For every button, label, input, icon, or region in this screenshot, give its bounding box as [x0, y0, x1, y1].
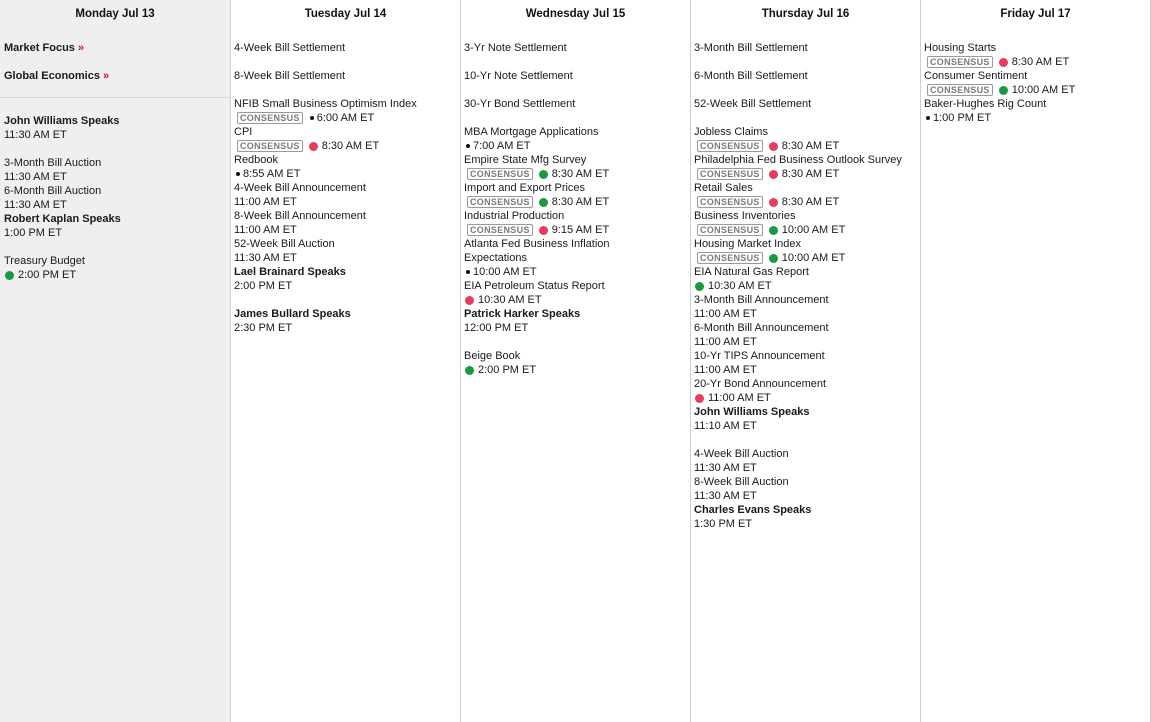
event-time: 11:00 AM ET: [234, 224, 297, 236]
event-item[interactable]: [234, 265, 460, 307]
event-title[interactable]: 4-Week Bill Auction: [694, 448, 789, 460]
event-time-row: [694, 223, 920, 237]
link-global-economics[interactable]: [4, 69, 230, 97]
event-item[interactable]: [234, 209, 460, 237]
medium-impact-dot-icon: [769, 254, 778, 263]
event-time: 11:00 AM ET: [694, 308, 757, 320]
event-title[interactable]: MBA Mortgage Applications: [464, 126, 599, 138]
event-item[interactable]: [464, 69, 690, 97]
event-title[interactable]: 3-Month Bill Settlement: [694, 42, 808, 54]
high-impact-dot-icon: [999, 58, 1008, 67]
consensus-badge[interactable]: CONSENSUS: [927, 84, 993, 96]
event-time-row: [464, 167, 690, 181]
day-header: Thursday Jul 16: [761, 8, 850, 20]
event-title[interactable]: Empire State Mfg Survey: [464, 154, 587, 166]
event-time-row: [694, 167, 920, 181]
event-time-row: [234, 321, 460, 335]
event-item[interactable]: [234, 125, 460, 153]
event-title[interactable]: John Williams Speaks: [4, 115, 120, 127]
event-time-row: [234, 167, 460, 181]
event-title[interactable]: 6-Month Bill Settlement: [694, 70, 808, 82]
link-market-focus[interactable]: [4, 41, 230, 69]
consensus-badge[interactable]: CONSENSUS: [697, 252, 763, 264]
event-time: 2:00 PM ET: [234, 280, 293, 292]
event-time-row: [234, 251, 460, 265]
event-item[interactable]: [694, 503, 920, 531]
event-time-row: [464, 195, 690, 209]
event-item[interactable]: [464, 153, 690, 181]
event-time-row: [4, 268, 230, 282]
event-time: 12:00 PM ET: [464, 322, 529, 334]
event-title[interactable]: Business Inventories: [694, 210, 796, 222]
bullet-dot-icon: [310, 116, 314, 120]
event-title[interactable]: 52-Week Bill Auction: [234, 238, 335, 250]
event-title[interactable]: Lael Brainard Speaks: [234, 266, 346, 278]
consensus-badge[interactable]: CONSENSUS: [467, 168, 533, 180]
event-title[interactable]: 4-Week Bill Announcement: [234, 182, 366, 194]
event-time: 11:30 AM ET: [234, 252, 297, 264]
event-item[interactable]: [234, 97, 460, 125]
event-time-row: [464, 293, 690, 307]
consensus-badge[interactable]: CONSENSUS: [697, 224, 763, 236]
event-title[interactable]: Baker-Hughes Rig Count: [924, 98, 1047, 110]
event-title[interactable]: Patrick Harker Speaks: [464, 308, 581, 320]
event-time: 8:30 AM ET: [781, 196, 840, 208]
day-header: Monday Jul 13: [75, 8, 155, 20]
event-time: 11:00 AM ET: [694, 364, 757, 376]
event-title[interactable]: Atlanta Fed Business Inflation: [464, 238, 610, 250]
consensus-badge[interactable]: CONSENSUS: [237, 112, 303, 124]
event-time-row: [234, 279, 460, 293]
medium-impact-dot-icon: [769, 226, 778, 235]
event-time: 8:30 AM ET: [781, 140, 840, 152]
event-item[interactable]: [694, 181, 920, 209]
consensus-badge[interactable]: CONSENSUS: [467, 224, 533, 236]
event-list: [691, 28, 920, 531]
event-time: 2:00 PM ET: [18, 269, 77, 281]
event-item[interactable]: [694, 125, 920, 153]
event-item[interactable]: [4, 212, 230, 254]
event-time-row: [694, 461, 920, 475]
event-item[interactable]: [694, 293, 920, 321]
event-list: [921, 28, 1150, 125]
event-item[interactable]: [234, 41, 460, 69]
event-title[interactable]: 10-Yr TIPS Announcement: [694, 350, 825, 362]
event-time-row: [694, 335, 920, 349]
event-time-row: [694, 363, 920, 377]
high-impact-dot-icon: [309, 142, 318, 151]
event-item[interactable]: [694, 349, 920, 377]
event-item[interactable]: [4, 184, 230, 212]
monday-links: [0, 28, 230, 98]
medium-impact-dot-icon: [539, 198, 548, 207]
event-time: 8:30 AM ET: [781, 168, 840, 180]
consensus-badge[interactable]: CONSENSUS: [237, 140, 303, 152]
event-item[interactable]: [234, 69, 460, 97]
event-title-cont: Expectations: [464, 252, 527, 264]
event-title[interactable]: Treasury Budget: [4, 255, 85, 267]
bullet-dot-icon: [236, 172, 240, 176]
event-time: 8:30 AM ET: [551, 168, 610, 180]
event-item[interactable]: [464, 181, 690, 209]
event-time: 11:30 AM ET: [4, 171, 67, 183]
event-time-row: [924, 83, 1150, 97]
event-title[interactable]: 8-Week Bill Announcement: [234, 210, 366, 222]
event-time: 1:00 PM ET: [933, 112, 992, 124]
event-item[interactable]: [694, 475, 920, 503]
event-time: 11:30 AM ET: [694, 490, 757, 502]
high-impact-dot-icon: [539, 226, 548, 235]
event-title[interactable]: NFIB Small Business Optimism Index: [234, 98, 417, 110]
event-time-row: [464, 223, 690, 237]
event-title[interactable]: Redbook: [234, 154, 279, 166]
event-title[interactable]: Industrial Production: [464, 210, 565, 222]
day-column: [921, 0, 1151, 722]
consensus-badge[interactable]: CONSENSUS: [697, 140, 763, 152]
event-time-row: [694, 391, 920, 405]
event-time: 11:30 AM ET: [4, 199, 67, 211]
event-title[interactable]: 10-Yr Note Settlement: [464, 70, 573, 82]
event-title[interactable]: Philadelphia Fed Business Outlook Survey: [694, 154, 902, 166]
chevron-right-icon: »: [77, 42, 85, 54]
event-item[interactable]: [694, 41, 920, 69]
event-time: 10:30 AM ET: [478, 294, 542, 306]
event-item[interactable]: [924, 41, 1150, 69]
event-item[interactable]: [694, 377, 920, 405]
event-time: 10:00 AM ET: [473, 266, 537, 278]
event-item[interactable]: [464, 349, 690, 377]
event-time: 2:00 PM ET: [478, 364, 537, 376]
event-time: 11:00 AM ET: [694, 336, 757, 348]
event-item[interactable]: [694, 237, 920, 265]
event-time-row: [464, 265, 690, 279]
event-title[interactable]: 8-Week Bill Auction: [694, 476, 789, 488]
event-title[interactable]: 30-Yr Bond Settlement: [464, 98, 576, 110]
event-title[interactable]: Charles Evans Speaks: [694, 504, 812, 516]
event-time-row: [694, 489, 920, 503]
event-item[interactable]: [234, 307, 460, 335]
high-impact-dot-icon: [695, 394, 704, 403]
event-list: [231, 28, 460, 335]
event-time-row: [234, 111, 460, 125]
event-time-row: [694, 419, 920, 433]
event-time: 1:00 PM ET: [4, 227, 63, 239]
event-item[interactable]: [234, 153, 460, 181]
event-time-row: [234, 195, 460, 209]
event-time: 11:00 AM ET: [234, 196, 297, 208]
link-label: Global Economics: [4, 70, 100, 82]
event-time: 10:30 AM ET: [708, 280, 772, 292]
event-item[interactable]: [694, 209, 920, 237]
high-impact-dot-icon: [769, 198, 778, 207]
event-time: 11:10 AM ET: [694, 420, 757, 432]
day-column: [691, 0, 921, 722]
event-item[interactable]: [464, 209, 690, 237]
event-item[interactable]: [234, 181, 460, 209]
event-title[interactable]: Jobless Claims: [694, 126, 768, 138]
event-title[interactable]: Housing Starts: [924, 42, 997, 54]
event-title[interactable]: 3-Month Bill Auction: [4, 157, 102, 169]
event-time: 11:30 AM ET: [694, 462, 757, 474]
event-item[interactable]: [694, 153, 920, 181]
event-time: 10:00 AM ET: [781, 224, 846, 236]
event-time-row: [464, 139, 690, 153]
event-time-row: [694, 517, 920, 531]
chevron-right-icon: »: [102, 70, 110, 82]
event-time: 11:00 AM ET: [708, 392, 771, 404]
event-time-row: [464, 321, 690, 335]
event-item[interactable]: [694, 405, 920, 447]
event-title[interactable]: 4-Week Bill Settlement: [234, 42, 346, 54]
event-item[interactable]: [464, 97, 690, 125]
event-time-row: [694, 307, 920, 321]
event-item[interactable]: [694, 447, 920, 475]
link-label: Market Focus: [4, 42, 75, 54]
event-time-row: [4, 170, 230, 184]
consensus-badge[interactable]: CONSENSUS: [697, 196, 763, 208]
high-impact-dot-icon: [465, 296, 474, 305]
event-time-row: [924, 111, 1150, 125]
event-title[interactable]: EIA Petroleum Status Report: [464, 280, 605, 292]
event-title[interactable]: 52-Week Bill Settlement: [694, 98, 812, 110]
event-time-row: [694, 139, 920, 153]
bullet-dot-icon: [466, 144, 470, 148]
event-list: [461, 28, 690, 377]
event-item[interactable]: [924, 97, 1150, 125]
event-title[interactable]: Beige Book: [464, 350, 521, 362]
consensus-badge[interactable]: CONSENSUS: [927, 56, 993, 68]
event-list: [0, 98, 230, 282]
event-time-row: [694, 251, 920, 265]
event-time-row: [4, 128, 230, 142]
bullet-dot-icon: [466, 270, 470, 274]
day-column: [0, 0, 231, 722]
day-header: Tuesday Jul 14: [304, 8, 387, 20]
event-time-row: [694, 279, 920, 293]
medium-impact-dot-icon: [5, 271, 14, 280]
event-time: 6:00 AM ET: [316, 112, 375, 124]
day-header: Wednesday Jul 15: [525, 8, 626, 20]
event-time: 2:30 PM ET: [234, 322, 293, 334]
event-title[interactable]: Retail Sales: [694, 182, 753, 194]
event-time: 1:30 PM ET: [694, 518, 753, 530]
event-item[interactable]: [464, 41, 690, 69]
event-item[interactable]: [464, 307, 690, 349]
event-title[interactable]: James Bullard Speaks: [234, 308, 351, 320]
event-title[interactable]: 3-Yr Note Settlement: [464, 42, 567, 54]
event-time-row: [694, 195, 920, 209]
medium-impact-dot-icon: [539, 170, 548, 179]
high-impact-dot-icon: [769, 142, 778, 151]
event-time-row: [4, 198, 230, 212]
event-item[interactable]: [924, 69, 1150, 97]
event-title[interactable]: 8-Week Bill Settlement: [234, 70, 346, 82]
consensus-badge[interactable]: CONSENSUS: [467, 196, 533, 208]
event-item[interactable]: [694, 69, 920, 97]
event-time: 8:30 AM ET: [1011, 56, 1070, 68]
event-item[interactable]: [464, 125, 690, 153]
event-time-row: [4, 226, 230, 240]
event-item[interactable]: [694, 265, 920, 293]
event-title[interactable]: John Williams Speaks: [694, 406, 810, 418]
event-time-row: [924, 55, 1150, 69]
event-title[interactable]: 20-Yr Bond Announcement: [694, 378, 827, 390]
event-time: 8:55 AM ET: [243, 168, 301, 180]
event-title[interactable]: 6-Month Bill Announcement: [694, 322, 829, 334]
event-time: 11:30 AM ET: [4, 129, 67, 141]
day-column: [461, 0, 691, 722]
event-item[interactable]: [4, 156, 230, 184]
event-time-row: [234, 139, 460, 153]
event-title[interactable]: Housing Market Index: [694, 238, 801, 250]
event-time-row: [234, 223, 460, 237]
event-item[interactable]: [4, 114, 230, 156]
event-title[interactable]: Consumer Sentiment: [924, 70, 1028, 82]
high-impact-dot-icon: [769, 170, 778, 179]
consensus-badge[interactable]: CONSENSUS: [697, 168, 763, 180]
medium-impact-dot-icon: [465, 366, 474, 375]
event-time: 9:15 AM ET: [551, 224, 610, 236]
day-column: [231, 0, 461, 722]
bullet-dot-icon: [926, 116, 930, 120]
event-title[interactable]: EIA Natural Gas Report: [694, 266, 809, 278]
day-header: Friday Jul 17: [1000, 8, 1071, 20]
event-time: 7:00 AM ET: [473, 140, 531, 152]
event-time: 8:30 AM ET: [321, 140, 380, 152]
medium-impact-dot-icon: [999, 86, 1008, 95]
event-title[interactable]: 6-Month Bill Auction: [4, 185, 102, 197]
event-item[interactable]: [694, 97, 920, 125]
medium-impact-dot-icon: [695, 282, 704, 291]
event-time-row: [464, 363, 690, 377]
event-title[interactable]: 3-Month Bill Announcement: [694, 294, 829, 306]
event-title[interactable]: CPI: [234, 126, 253, 138]
event-item[interactable]: [4, 254, 230, 282]
event-time: 10:00 AM ET: [1011, 84, 1076, 96]
event-title[interactable]: Import and Export Prices: [464, 182, 586, 194]
event-item[interactable]: [694, 321, 920, 349]
event-time: 8:30 AM ET: [551, 196, 610, 208]
event-title[interactable]: Robert Kaplan Speaks: [4, 213, 121, 225]
event-item[interactable]: [464, 279, 690, 307]
event-time: 10:00 AM ET: [781, 252, 846, 264]
event-item[interactable]: [234, 237, 460, 265]
event-item[interactable]: [464, 237, 690, 279]
